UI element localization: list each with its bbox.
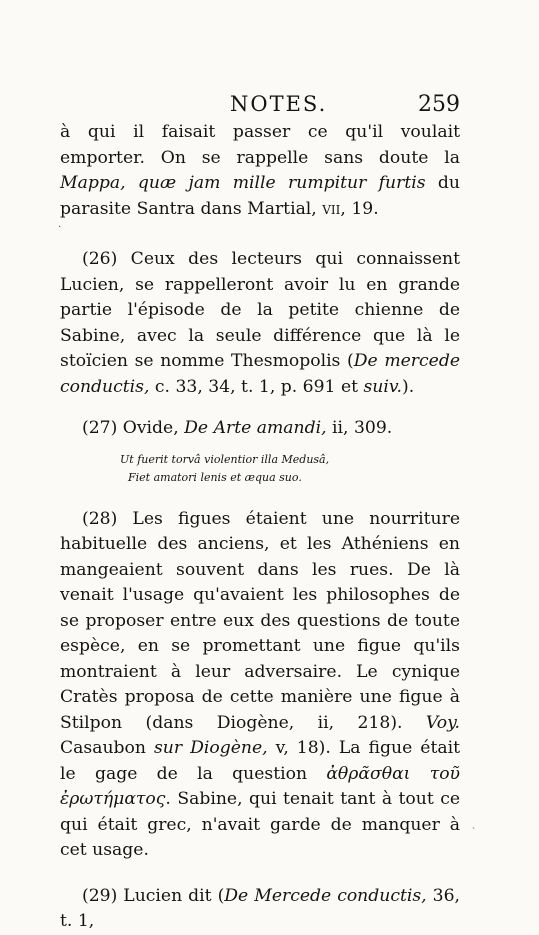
note-26 <box>60 247 460 400</box>
text: (29) Lucien dit ( <box>82 885 225 906</box>
text: (27) Ovide, <box>82 418 185 438</box>
ink-speck: ˴ <box>472 822 476 833</box>
text: ii, 309. <box>326 418 393 438</box>
ink-speck: · <box>58 222 62 233</box>
verse-quote <box>120 451 460 487</box>
reference: vii, 19. <box>322 198 379 219</box>
continuation-paragraph <box>60 120 460 222</box>
text: 36, t. 1, <box>60 885 460 931</box>
page-number: 259 <box>418 92 460 117</box>
text: v, 18). La figue était le gage de la question <box>60 738 461 784</box>
latin-quote: Mappa, quæ jam mille rumpitur furtis <box>60 173 426 193</box>
note-28 <box>60 507 460 864</box>
text: ). <box>402 376 415 397</box>
work-title: De mercede conductis, <box>60 351 460 397</box>
note-29 <box>60 884 460 935</box>
text: à qui il faisait passer ce qu'il voulait emporter. On se rappelle sans doute la <box>60 122 460 168</box>
text: . Sabine, qui tenait tant à tout ce qui était grec, n'avait garde de manquer à cet usage. <box>60 789 460 860</box>
work-title: De Mercede conductis, <box>224 885 427 906</box>
text: Casaubon <box>60 738 154 758</box>
text: (28) Les figues étaient une nourriture habituelle des anciens, et les Athéniens en mangeaient souvent dans les rues. De là venait l'usage qu'avaient les philosophes de se proposer entre eux des questions de toute espèce, en se promettant une figue qu'ils montraient à leur adversaire. Le cynique Cratès proposa de cette manière une figue à Stilpon (dans Diogène, ii, 218). <box>60 508 460 733</box>
abbreviation: Voy. <box>425 712 460 733</box>
work-title: sur Diogène, <box>153 738 268 758</box>
text: c. 33, 34, t. 1, p. 691 et <box>149 376 364 397</box>
verse-line-1: Ut fuerit torvâ violentior illa Medusâ, <box>120 452 330 466</box>
abbreviation: suiv. <box>363 376 403 397</box>
greek-phrase: ἀθρᾶσθαι τοῦ ἐρωτήματος <box>60 763 461 809</box>
text: (26) Ceux des lecteurs qui connaissent Lucien, se rappelleront avoir lu en grande partie l'épisode de la petite chienne de Sabine, avec la seule différence que là le stoïcien se nomme Thesmopolis ( <box>60 249 460 371</box>
verse-line-2: Fiet amatori lenis et æqua suo. <box>128 470 302 484</box>
work-title: De Arte amandi, <box>184 418 327 438</box>
running-title: NOTES. <box>230 92 328 116</box>
page-header <box>60 92 460 122</box>
text: du parasite Santra dans Martial, <box>60 173 460 219</box>
notes-body <box>60 120 460 935</box>
note-27 <box>60 416 460 442</box>
